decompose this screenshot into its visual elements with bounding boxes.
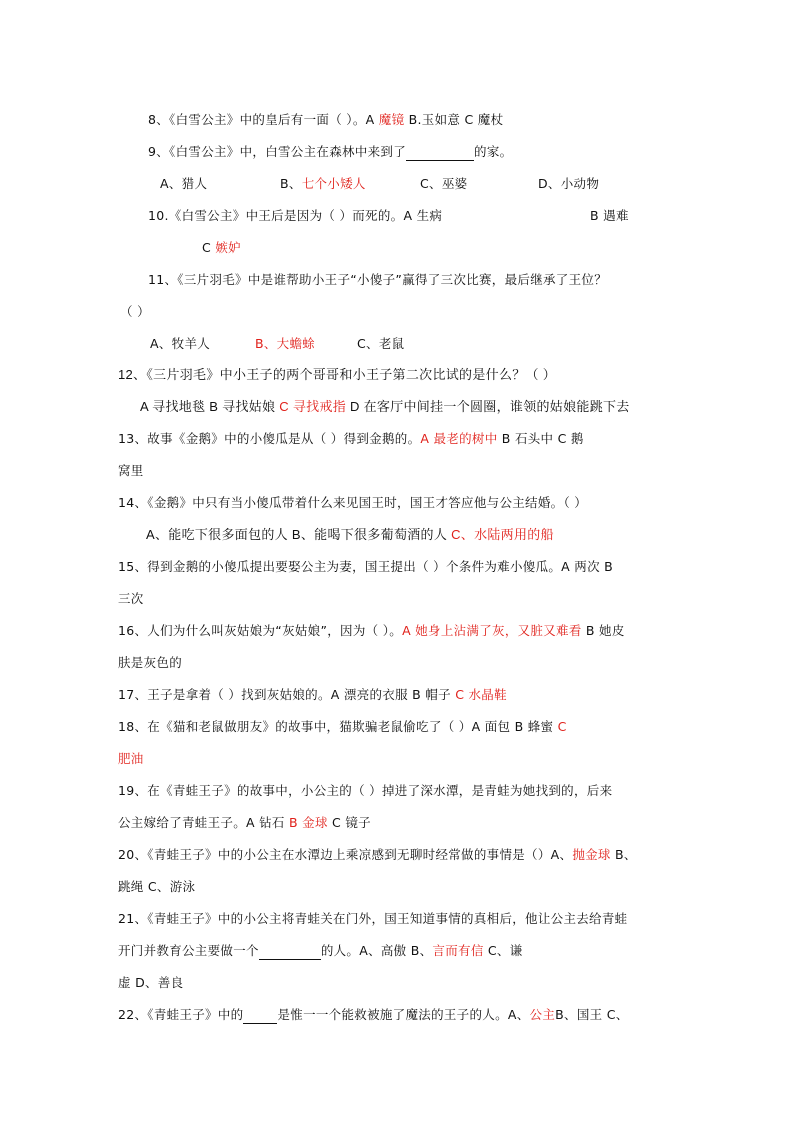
question-15-cont: 三次 xyxy=(118,591,144,606)
answer-highlight: 抛金球 xyxy=(572,847,611,862)
question-18: 18、在《猫和老鼠做朋友》的故事中，猫欺骗老鼠偷吃了（ ）A 面包 B 蜂蜜 C xyxy=(118,719,567,734)
question-15: 15、得到金鹅的小傻瓜提出要娶公主为妻，国王提出（ ）个条件为难小傻瓜。A 两次 B xyxy=(118,559,614,574)
answer-highlight: 公主 xyxy=(529,1007,556,1022)
question-9-option-a: A、猎人 xyxy=(160,176,208,191)
question-20: 20、《青蛙王子》中的小公主在水潭边上乘凉感到无聊时经常做的事情是（）A、抛金球 B、 xyxy=(118,847,637,862)
question-19-cont: 公主嫁给了青蛙王子。A 钻石 B 金球 C 镜子 xyxy=(118,815,371,830)
question-11: 11、《三片羽毛》中是谁帮助小王子“小傻子”赢得了三次比赛，最后继承了王位？ xyxy=(148,272,608,287)
question-11-option-a: A、牧羊人 xyxy=(150,336,211,351)
question-10-option-c: C 嫉妒 xyxy=(202,240,241,255)
question-9-option-d: D、小动物 xyxy=(538,176,600,191)
answer-highlight: 嫉妒 xyxy=(215,240,241,255)
question-21: 21、《青蛙王子》中的小公主将青蛙关在门外，国王知道事情的真相后，他让公主去给青蛙 xyxy=(118,911,628,926)
answer-highlight: C、水陆两用的船 xyxy=(451,527,554,542)
answer-highlight: A 最老的树中 xyxy=(420,431,498,446)
answer-highlight: B、大蟾蜍 xyxy=(255,336,316,351)
question-11-option-c: C、老鼠 xyxy=(357,336,405,351)
question-9: 9、《白雪公主》中，白雪公主在森林中来到了 的家。 xyxy=(148,144,513,159)
question-12-options: A 寻找地毯 B 寻找姑娘 C 寻找戒指 D 在客厅中间挂一个圆圈，谁领的姑娘能跳下去 xyxy=(140,399,630,414)
question-22: 22、《青蛙王子》中的 是惟一一个能救被施了魔法的王子的人。A、公主B、国王 C、 xyxy=(118,1007,629,1022)
question-10-option-b: B 遇难 xyxy=(590,208,629,223)
question-11-paren: （ ） xyxy=(120,304,150,319)
answer-highlight: A 她身上沾满了灰，又脏又难看 xyxy=(402,623,582,638)
answer-highlight: C xyxy=(557,719,567,734)
answer-highlight: C 寻找戒指 xyxy=(279,399,347,414)
question-21-cont2: 虚 D、善良 xyxy=(118,975,184,990)
fill-blank xyxy=(243,1009,277,1024)
question-8: 8、《白雪公主》中的皇后有一面（ ）。A 魔镜 B.玉如意 C 魔杖 xyxy=(148,112,504,127)
answer-highlight-cont: 肥油 xyxy=(118,751,144,766)
question-21-cont: 开门并教育公主要做一个 的人。A、高傲 B、言而有信 C、谦 xyxy=(118,943,523,958)
question-10: 10.《白雪公主》中王后是因为（ ）而死的。A 生病 xyxy=(148,208,443,223)
question-16: 16、人们为什么叫灰姑娘为“灰姑娘”，因为（ ）。A 她身上沾满了灰，又脏又难看 B 她皮 xyxy=(118,623,625,638)
question-16-cont: 肤是灰色的 xyxy=(118,655,183,670)
answer-highlight: 魔镜 xyxy=(378,112,405,127)
question-19: 19、在《青蛙王子》的故事中，小公主的（ ）掉进了深水潭，是青蛙为她找到的，后来 xyxy=(118,783,613,798)
question-14: 14、《金鹅》中只有当小傻瓜带着什么来见国王时，国王才答应他与公主结婚。（ ） xyxy=(118,495,588,510)
question-14-options: A、能吃下很多面包的人 B、能喝下很多葡萄酒的人 C、水陆两用的船 xyxy=(146,527,554,542)
question-12: 12、《三片羽毛》中小王子的两个哥哥和小王子第二次比试的是什么？（ ） xyxy=(118,367,557,382)
fill-blank xyxy=(259,945,321,960)
answer-highlight: B 金球 xyxy=(289,815,328,830)
question-17: 17、王子是拿着（ ）找到灰姑娘的。A 漂亮的衣服 B 帽子 C 水晶鞋 xyxy=(118,687,507,702)
question-13: 13、故事《金鹅》中的小傻瓜是从（ ）得到金鹅的。A 最老的树中 B 石头中 C 鹅 xyxy=(118,431,584,446)
question-9-option-c: C、巫婆 xyxy=(420,176,468,191)
question-20-cont: 跳绳 C、游泳 xyxy=(118,879,196,894)
question-9-option-b: B、七个小矮人 xyxy=(280,176,366,191)
answer-highlight: C 水晶鞋 xyxy=(455,687,507,702)
question-13-cont: 窝里 xyxy=(118,463,144,478)
answer-highlight: 言而有信 xyxy=(432,943,484,958)
fill-blank xyxy=(406,146,474,161)
answer-highlight: 七个小矮人 xyxy=(301,176,366,191)
